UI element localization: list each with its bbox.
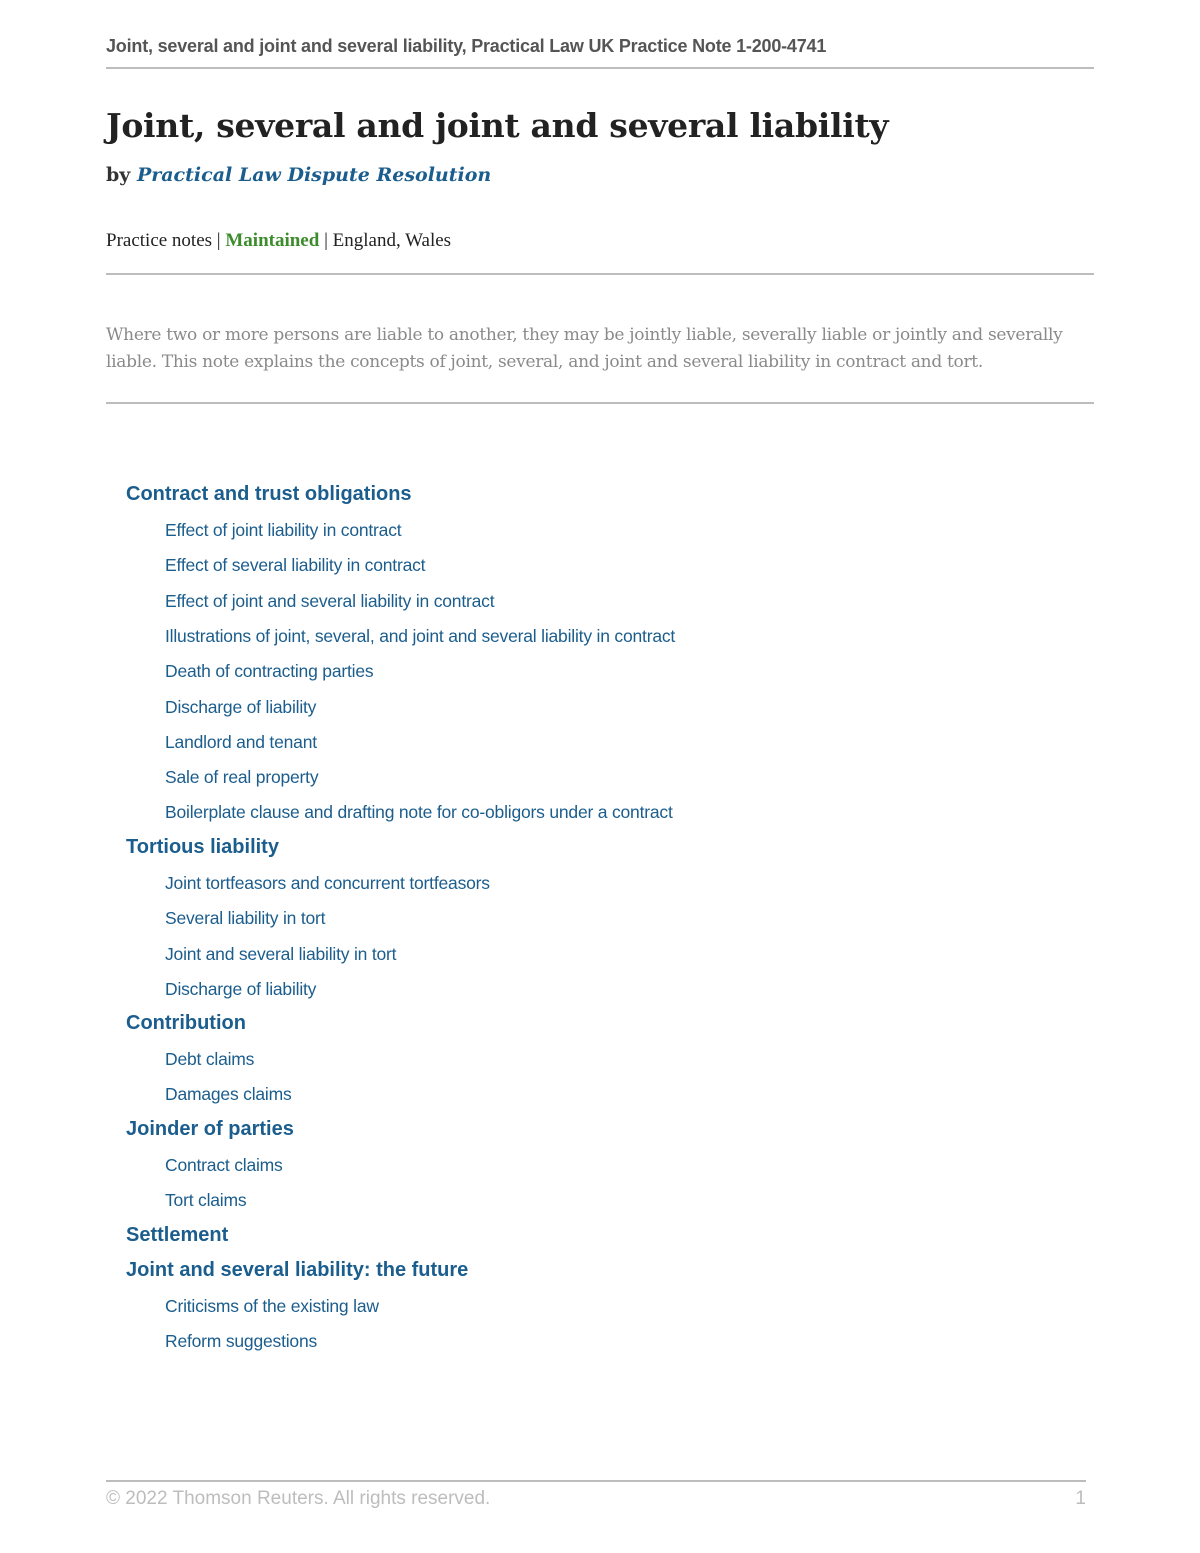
toc-subsection-link[interactable]: Joint tortfeasors and concurrent tortfeasors — [165, 873, 490, 893]
toc-section-link[interactable]: Settlement — [126, 1224, 229, 1246]
toc-subsection-link[interactable]: Boilerplate clause and drafting note for co-obligors under a contract — [165, 802, 673, 822]
toc-subsection-link[interactable]: Illustrations of joint, several, and joint and several liability in contract — [165, 626, 676, 646]
document-abstract: Where two or more persons are liable to another, they may be jointly liable, severally liable or jointly and severally liable. This note explains the concepts of joint, several, and joint and several liability in contract and tort. — [106, 325, 1063, 372]
toc-subsection-link[interactable]: Discharge of liability — [165, 979, 317, 999]
byline-prefix: by — [106, 164, 131, 186]
toc-subsection-link[interactable]: Debt claims — [165, 1049, 255, 1069]
author-link[interactable]: Practical Law Dispute Resolution — [136, 164, 492, 186]
toc-subsection-link[interactable]: Tort claims — [165, 1190, 247, 1210]
toc-subsection-link[interactable]: Several liability in tort — [165, 908, 326, 928]
toc-subsection-link[interactable]: Effect of several liability in contract — [165, 555, 426, 575]
toc-subsection-link[interactable]: Death of contracting parties — [165, 661, 374, 681]
toc-subsection-link[interactable]: Sale of real property — [165, 767, 319, 787]
document-type: Practice notes — [106, 230, 213, 251]
toc-subsection-link[interactable]: Reform suggestions — [165, 1331, 318, 1351]
page-number: 1 — [1075, 1488, 1086, 1509]
toc-subsection-link[interactable]: Effect of joint and several liability in contract — [165, 591, 495, 611]
toc-section-link[interactable]: Contract and trust obligations — [126, 483, 412, 505]
toc-section-link[interactable]: Joinder of parties — [126, 1118, 294, 1140]
toc-section-link[interactable]: Joint and several liability: the future — [126, 1259, 469, 1281]
toc-subsection-link[interactable]: Joint and several liability in tort — [165, 944, 397, 964]
running-header: Joint, several and joint and several liability, Practical Law UK Practice Note 1-200-4741 — [106, 36, 827, 56]
toc-subsection-link[interactable]: Damages claims — [165, 1084, 292, 1104]
footer-divider — [106, 1480, 1086, 1482]
toc-subsection-link[interactable]: Effect of joint liability in contract — [165, 520, 402, 540]
toc-subsection-link[interactable]: Landlord and tenant — [165, 732, 317, 752]
toc-section-link[interactable]: Tortious liability — [126, 836, 279, 858]
toc-subsection-link[interactable]: Contract claims — [165, 1155, 283, 1175]
toc-section-link[interactable]: Contribution — [126, 1012, 246, 1034]
meta-separator: | — [212, 230, 226, 251]
document-title: Joint, several and joint and several liability — [106, 106, 889, 145]
toc-subsection-link[interactable]: Discharge of liability — [165, 697, 317, 717]
jurisdiction: England, Wales — [332, 230, 452, 251]
meta-separator: | — [319, 230, 333, 251]
toc-subsection-link[interactable]: Criticisms of the existing law — [165, 1296, 379, 1316]
copyright-notice: © 2022 Thomson Reuters. All rights reserved. — [106, 1488, 491, 1509]
maintained-status-badge: Maintained — [225, 230, 320, 251]
